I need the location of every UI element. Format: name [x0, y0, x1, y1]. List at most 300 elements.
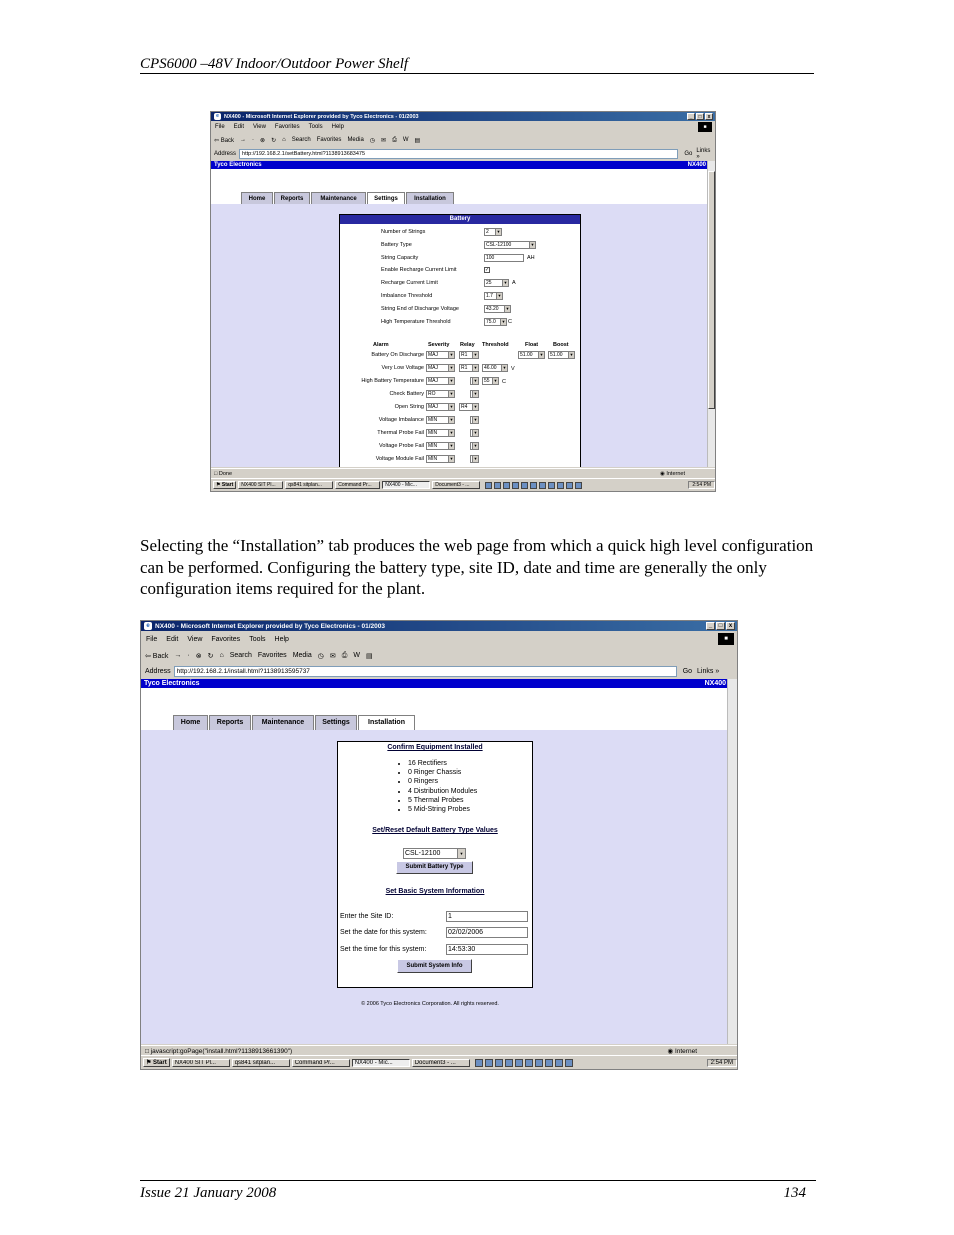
address-bar — [211, 148, 715, 160]
ie-logo-icon: e — [214, 113, 221, 120]
taskbar-item-active[interactable]: NX400 - Mic... — [382, 481, 430, 489]
severity-select[interactable] — [426, 455, 455, 463]
select-value: 1.7 — [486, 293, 493, 299]
app-icon[interactable] — [530, 482, 537, 489]
alarm-row-thermal-probe-fail — [342, 428, 578, 440]
taskbar-item[interactable]: NX400 SIT Pl... — [172, 1059, 230, 1067]
address-input[interactable] — [239, 149, 678, 159]
threshold-select[interactable] — [482, 364, 508, 372]
document-title: CPS6000 –48V Indoor/Outdoor Power Shelf — [140, 56, 409, 72]
clock: 2:54 PM — [710, 1059, 733, 1066]
quick-launch — [485, 482, 582, 489]
relay-select[interactable] — [470, 390, 479, 398]
tab-reports[interactable]: Reports — [209, 715, 251, 730]
end-of-discharge-select[interactable] — [484, 305, 511, 313]
severity-select[interactable] — [426, 429, 455, 437]
threshold-header: Threshold — [482, 342, 509, 348]
confirm-equipment-heading: Confirm Equipment Installed — [387, 744, 483, 751]
dropdown-arrow-icon: ▼ — [449, 365, 454, 370]
select-value: R4 — [461, 404, 468, 410]
alarm-row-check-battery — [342, 389, 578, 401]
select-value: MAJ — [428, 404, 438, 410]
time-input[interactable]: 14:53:30 — [446, 944, 528, 955]
taskbar-item[interactable]: Command Pr... — [335, 481, 380, 489]
app-icon[interactable] — [494, 482, 501, 489]
vertical-scrollbar[interactable] — [707, 161, 715, 467]
close-button[interactable]: x — [705, 113, 713, 120]
system-tray — [707, 1059, 737, 1067]
clock: 2:54 PM — [692, 482, 711, 488]
links-button[interactable]: Links » — [696, 148, 711, 160]
app-icon[interactable] — [557, 482, 564, 489]
severity-header: Severity — [428, 342, 450, 348]
stop-icon[interactable]: ⊗ — [195, 652, 202, 660]
select-value: 25 — [486, 280, 492, 286]
app-icon[interactable] — [535, 1059, 543, 1067]
zone-indicator: ◉ Internet — [667, 1048, 697, 1055]
tab-home[interactable]: Home — [173, 715, 208, 730]
relay-select[interactable] — [470, 455, 479, 463]
submit-system-info-button[interactable]: Submit System Info — [397, 959, 472, 973]
tab-installation[interactable]: Installation — [358, 715, 415, 730]
quick-launch — [475, 1059, 573, 1067]
address-bar — [141, 664, 737, 678]
app-icon[interactable] — [539, 482, 546, 489]
dropdown-arrow-icon: ▼ — [502, 365, 507, 370]
select-value: 51.00 — [520, 352, 533, 358]
status-bar — [211, 468, 715, 478]
relay-select[interactable] — [470, 442, 479, 450]
alarm-row-voltage-imbalance — [342, 415, 578, 427]
app-icon[interactable] — [545, 1059, 553, 1067]
tab-installation[interactable]: Installation — [406, 192, 454, 205]
refresh-icon[interactable]: ↻ — [207, 652, 214, 660]
dropdown-arrow-icon: ▼ — [449, 430, 454, 435]
discuss-icon[interactable]: ▤ — [365, 652, 373, 660]
vertical-scrollbar[interactable] — [727, 679, 737, 1044]
brand-banner — [211, 161, 709, 169]
tab-maintenance[interactable]: Maintenance — [252, 715, 314, 730]
zone-text: Internet — [666, 470, 685, 477]
boost-select[interactable] — [548, 351, 575, 359]
alarm-header: Alarm — [373, 342, 389, 348]
stop-icon[interactable]: ⊗ — [260, 137, 266, 144]
severity-select[interactable] — [426, 390, 455, 398]
alarm-name: Thermal Probe Fail — [377, 430, 424, 436]
app-icon[interactable] — [485, 482, 492, 489]
back-button[interactable]: ⇦ Back — [145, 652, 169, 660]
field-high-temp-threshold — [381, 318, 512, 326]
toolbar — [141, 647, 737, 664]
app-icon[interactable] — [475, 1059, 483, 1067]
search-button[interactable]: Search — [291, 137, 311, 143]
search-button[interactable]: Search — [229, 652, 252, 659]
select-value: 75.0 — [486, 319, 496, 325]
select-value: RO — [428, 391, 436, 397]
menu-edit[interactable]: Edit — [233, 124, 245, 130]
dropdown-arrow-icon: ▼ — [473, 365, 478, 370]
menu-favorites[interactable]: Favorites — [274, 124, 300, 130]
select-value: R1 — [461, 352, 468, 358]
minimize-button[interactable]: _ — [687, 113, 695, 120]
threshold-unit: V — [511, 366, 515, 372]
menu-bar — [141, 633, 737, 645]
menu-tools[interactable]: Tools — [308, 124, 323, 130]
start-label: Start — [221, 482, 234, 488]
toolbar — [211, 133, 715, 147]
page-content — [141, 679, 729, 1044]
page-content — [211, 161, 709, 467]
tab-strip — [173, 715, 416, 730]
field-end-of-discharge — [381, 305, 511, 313]
dropdown-arrow-icon: ▼ — [457, 849, 465, 858]
dropdown-arrow-icon: ▼ — [473, 456, 478, 461]
list-item: • 5 Thermal Probes — [408, 796, 477, 805]
enable-recharge-checkbox[interactable]: ✓ — [485, 267, 490, 273]
app-icon[interactable] — [566, 482, 573, 489]
float-select[interactable] — [518, 351, 545, 359]
menu-view[interactable]: View — [253, 124, 266, 130]
forward-button[interactable]: → — [174, 652, 182, 659]
title-bar — [141, 621, 737, 631]
maximize-button[interactable]: □ — [716, 622, 725, 630]
dropdown-arrow-icon: ▼ — [496, 229, 501, 234]
mail-icon[interactable]: ✉ — [381, 137, 387, 144]
status-text: Done — [218, 470, 233, 477]
severity-select[interactable] — [426, 416, 455, 424]
field-recharge-current-limit — [381, 279, 516, 287]
document-header — [140, 56, 814, 74]
dropdown-arrow-icon: ▼ — [539, 352, 544, 357]
battery-type-select[interactable] — [403, 848, 466, 859]
menu-edit[interactable]: Edit — [166, 635, 179, 643]
close-button[interactable]: x — [726, 622, 735, 630]
app-icon[interactable] — [555, 1059, 563, 1067]
alarm-name: Voltage Imbalance — [378, 417, 424, 423]
menu-help[interactable]: Help — [274, 635, 289, 643]
equipment-list — [408, 759, 477, 814]
installation-panel — [337, 741, 533, 988]
relay-select[interactable] — [459, 403, 479, 411]
battery-type-heading: Set/Reset Default Battery Type Values — [372, 827, 498, 834]
dropdown-arrow-icon: ▼ — [473, 404, 478, 409]
toolbar-separator: · — [187, 652, 190, 659]
dropdown-arrow-icon: ▼ — [449, 391, 454, 396]
string-capacity-input[interactable]: 100 — [484, 254, 524, 262]
maximize-button[interactable]: □ — [696, 113, 704, 120]
dropdown-arrow-icon: ▼ — [473, 417, 478, 422]
browser-window-battery — [210, 111, 716, 492]
app-icon[interactable] — [521, 482, 528, 489]
imbalance-threshold-select[interactable] — [484, 292, 503, 300]
severity-select[interactable] — [426, 364, 455, 372]
home-icon[interactable]: ⌂ — [219, 652, 224, 659]
dropdown-arrow-icon: ▼ — [449, 417, 454, 422]
select-value: MIN — [428, 443, 438, 449]
field-unit: A — [512, 280, 516, 286]
field-unit: C — [508, 319, 512, 325]
dropdown-arrow-icon: ▼ — [473, 352, 478, 357]
app-icon[interactable] — [525, 1059, 533, 1067]
alarm-row-very-low-voltage — [342, 363, 578, 375]
zone-indicator: ◉ Internet — [660, 470, 685, 477]
number-of-strings-select[interactable] — [484, 228, 502, 236]
select-value: MAJ — [428, 352, 438, 358]
taskbar-item[interactable]: Document3 - ... — [432, 481, 480, 489]
window-title: NX400 - Microsoft Internet Explorer provided by Tyco Electronics - 01/2003 — [224, 113, 419, 120]
address-url: http://192.168.2.1/setBattery.html?1138913683475 — [242, 151, 366, 157]
back-button[interactable]: ⇦ Back — [214, 137, 235, 144]
severity-select[interactable] — [426, 351, 455, 359]
model-name: NX400 — [704, 680, 726, 687]
go-button[interactable]: Go — [684, 151, 693, 157]
battery-panel-title: Battery — [340, 215, 580, 224]
menu-tools[interactable]: Tools — [249, 635, 266, 643]
severity-select[interactable] — [426, 442, 455, 450]
alarm-name: Voltage Probe Fail — [379, 443, 424, 449]
start-button[interactable]: ⚑ Start — [213, 481, 236, 489]
alarm-name: Voltage Module Fail — [375, 456, 424, 462]
zone-text: Internet — [674, 1048, 697, 1055]
date-input[interactable]: 02/02/2006 — [446, 927, 528, 938]
window-title: NX400 - Microsoft Internet Explorer provided by Tyco Electronics - 01/2003 — [155, 622, 385, 630]
site-id-row — [340, 911, 528, 922]
app-icon[interactable] — [495, 1059, 503, 1067]
discuss-icon[interactable]: ▤ — [414, 137, 421, 144]
taskbar — [141, 1055, 737, 1069]
tab-settings[interactable]: Settings — [315, 715, 357, 730]
dropdown-arrow-icon: ▼ — [530, 242, 535, 247]
severity-select[interactable] — [426, 403, 455, 411]
forward-button[interactable]: → — [240, 137, 247, 143]
address-label: Address — [145, 667, 171, 675]
taskbar-item-active[interactable]: NX400 - Mic... — [352, 1059, 410, 1067]
dropdown-arrow-icon: ▼ — [449, 456, 454, 461]
field-label: Enable Recharge Current Limit — [381, 267, 457, 273]
alarm-name: Very Low Voltage — [381, 365, 424, 371]
menu-view[interactable]: View — [187, 635, 203, 643]
edit-word-icon[interactable]: W — [402, 137, 409, 143]
dropdown-arrow-icon: ▼ — [449, 352, 454, 357]
select-value: MAJ — [428, 378, 438, 384]
field-number-of-strings — [381, 228, 502, 236]
address-input[interactable] — [174, 666, 677, 677]
refresh-icon[interactable]: ↻ — [271, 137, 277, 144]
taskbar-item[interactable]: qs841 sitplan... — [232, 1059, 290, 1067]
select-value: MIN — [428, 456, 438, 462]
dropdown-arrow-icon: ▼ — [449, 378, 454, 383]
taskbar-item[interactable]: Command Pr... — [292, 1059, 350, 1067]
brand-name: Tyco Electronics — [144, 680, 200, 687]
taskbar — [211, 478, 715, 491]
severity-select[interactable] — [426, 377, 455, 385]
taskbar-item[interactable]: Document3 - ... — [412, 1059, 470, 1067]
alarm-row-high-battery-temp — [342, 376, 578, 388]
site-id-input[interactable]: 1 — [446, 911, 528, 922]
body-paragraph: Selecting the “Installation” tab produces the web page from which a quick high level configuration can be performed. Configuring the battery type, site ID, date and time are generally the only configuration items required for the plant. — [140, 536, 814, 598]
app-icon[interactable] — [565, 1059, 573, 1067]
home-icon[interactable]: ⌂ — [282, 137, 286, 143]
submit-battery-type-button[interactable]: Submit Battery Type — [396, 861, 473, 874]
page-icon: □ — [145, 1047, 151, 1055]
dropdown-arrow-icon: ▼ — [503, 280, 508, 285]
alarm-name: Open String — [394, 404, 424, 410]
select-value: CSL-12100 — [405, 850, 441, 857]
select-value: 43.20 — [486, 306, 499, 312]
recharge-current-select[interactable] — [484, 279, 509, 287]
field-label: String End of Discharge Voltage — [381, 306, 459, 312]
address-label: Address — [214, 151, 237, 157]
select-value: MIN — [428, 417, 438, 423]
relay-header: Relay — [460, 342, 475, 348]
alarm-name: High Battery Temperature — [361, 378, 424, 384]
toolbar-separator: · — [252, 137, 255, 143]
print-icon[interactable]: ⎙ — [341, 651, 348, 659]
app-icon[interactable] — [515, 1059, 523, 1067]
field-imbalance-threshold — [381, 292, 503, 300]
relay-select[interactable] — [459, 351, 479, 359]
select-value: 46.00 — [484, 365, 497, 371]
dropdown-arrow-icon: ▼ — [473, 378, 478, 383]
browser-window-installation — [140, 620, 738, 1070]
alarm-name: Check Battery — [389, 391, 424, 397]
high-temp-threshold-select[interactable] — [484, 318, 507, 326]
document-footer — [140, 1180, 816, 1202]
relay-select[interactable] — [459, 364, 479, 372]
favorites-button[interactable]: Favorites — [316, 137, 342, 143]
alarm-row-battery-on-discharge — [342, 350, 578, 362]
app-icon[interactable] — [575, 482, 582, 489]
dropdown-arrow-icon: ▼ — [505, 306, 510, 311]
app-icon[interactable] — [485, 1059, 493, 1067]
app-icon[interactable] — [512, 482, 519, 489]
list-item: • 16 Rectifiers — [408, 759, 477, 768]
list-item: • 4 Distribution Modules — [408, 787, 477, 796]
favorites-button[interactable]: Favorites — [257, 652, 287, 659]
battery-panel — [339, 214, 581, 467]
history-icon[interactable]: ◷ — [317, 652, 324, 660]
app-icon[interactable] — [505, 1059, 513, 1067]
threshold-unit: C — [502, 379, 506, 385]
threshold-select[interactable] — [482, 377, 499, 385]
tab-settings[interactable]: Settings — [367, 192, 405, 205]
time-row — [340, 944, 528, 955]
windows-logo-icon: ■ — [698, 122, 712, 132]
tab-maintenance[interactable]: Maintenance — [311, 192, 366, 205]
select-value: MIN — [428, 430, 438, 436]
ie-logo-icon: e — [144, 622, 152, 630]
field-enable-recharge — [381, 267, 490, 273]
dropdown-arrow-icon: ▼ — [501, 319, 506, 324]
list-item: • 5 Mid-String Probes — [408, 805, 477, 814]
site-id-label: Enter the Site ID: — [340, 913, 394, 920]
minimize-button[interactable]: _ — [706, 622, 715, 630]
dropdown-arrow-icon: ▼ — [473, 443, 478, 448]
go-button[interactable]: Go — [682, 667, 693, 675]
page-number: 134 — [783, 1185, 806, 1201]
date-label: Set the date for this system: — [340, 929, 427, 936]
system-tray — [688, 481, 715, 489]
tab-home[interactable]: Home — [241, 192, 273, 205]
scrollbar-thumb[interactable] — [708, 171, 715, 409]
status-text: javascript:goPage("install.html?1138913661390") — [150, 1047, 293, 1055]
mail-icon[interactable]: ✉ — [329, 652, 336, 660]
title-bar — [211, 112, 715, 121]
field-label: Number of Strings — [381, 229, 426, 235]
address-url: http://192.168.2.1/install.html?1138913595737 — [176, 667, 310, 675]
select-value: MAJ — [428, 365, 438, 371]
links-button[interactable]: Links » — [697, 667, 720, 675]
select-value: 55 — [484, 378, 490, 384]
media-button[interactable]: Media — [292, 652, 312, 659]
alarm-row-open-string — [342, 402, 578, 414]
field-label: Battery Type — [381, 242, 412, 248]
alarm-row-voltage-module-fail — [342, 454, 578, 466]
system-info-heading: Set Basic System Information — [385, 888, 485, 895]
field-label: Imbalance Threshold — [381, 293, 433, 299]
alarm-row-voltage-probe-fail — [342, 441, 578, 453]
relay-select[interactable] — [470, 377, 479, 385]
taskbar-item[interactable]: NX400 SIT Pl... — [238, 481, 283, 489]
dropdown-arrow-icon: ▼ — [569, 352, 574, 357]
field-label: String Capacity — [381, 255, 419, 261]
dropdown-arrow-icon: ▼ — [473, 430, 478, 435]
boost-header: Boost — [553, 342, 569, 348]
menu-help[interactable]: Help — [331, 124, 344, 130]
brand-banner — [141, 679, 729, 688]
app-icon[interactable] — [548, 482, 555, 489]
field-label: Recharge Current Limit — [381, 280, 438, 286]
select-value: 51.00 — [550, 352, 563, 358]
dropdown-arrow-icon: ▼ — [497, 293, 502, 298]
field-label: High Temperature Threshold — [381, 319, 451, 325]
field-string-capacity — [381, 254, 535, 262]
dropdown-arrow-icon: ▼ — [473, 391, 478, 396]
menu-file[interactable]: File — [215, 124, 225, 130]
windows-logo-icon: ■ — [718, 633, 734, 645]
select-value: CSL-12100 — [486, 242, 512, 248]
field-unit: AH — [527, 255, 535, 261]
media-button[interactable]: Media — [347, 137, 364, 143]
tab-reports[interactable]: Reports — [274, 192, 310, 205]
select-value: 2 — [486, 229, 489, 235]
dropdown-arrow-icon: ▼ — [493, 378, 498, 383]
taskbar-item[interactable]: qs841 sitplan... — [285, 481, 333, 489]
alarm-name: Battery On Discharge — [371, 352, 424, 358]
history-icon[interactable]: ◷ — [369, 137, 376, 144]
time-label: Set the time for this system: — [340, 946, 427, 953]
float-header: Float — [525, 342, 539, 348]
copyright-text: © 2006 Tyco Electronics Corporation. All rights reserved. — [361, 1001, 499, 1007]
edit-word-icon[interactable]: W — [353, 652, 360, 659]
menu-bar — [211, 122, 715, 132]
list-item: • 0 Ringer Chassis — [408, 768, 477, 777]
relay-select[interactable] — [470, 429, 479, 437]
dropdown-arrow-icon: ▼ — [449, 404, 454, 409]
start-button[interactable]: ⚑ Start — [143, 1058, 170, 1067]
field-battery-type — [381, 241, 536, 249]
menu-favorites[interactable]: Favorites — [211, 635, 241, 643]
select-value: R1 — [461, 365, 468, 371]
battery-type-select[interactable] — [484, 241, 536, 249]
print-icon[interactable]: ⎙ — [392, 136, 397, 143]
app-icon[interactable] — [503, 482, 510, 489]
date-row — [340, 927, 528, 938]
model-name: NX400 — [687, 162, 706, 168]
relay-select[interactable] — [470, 416, 479, 424]
menu-file[interactable]: File — [146, 635, 158, 643]
dropdown-arrow-icon: ▼ — [449, 443, 454, 448]
